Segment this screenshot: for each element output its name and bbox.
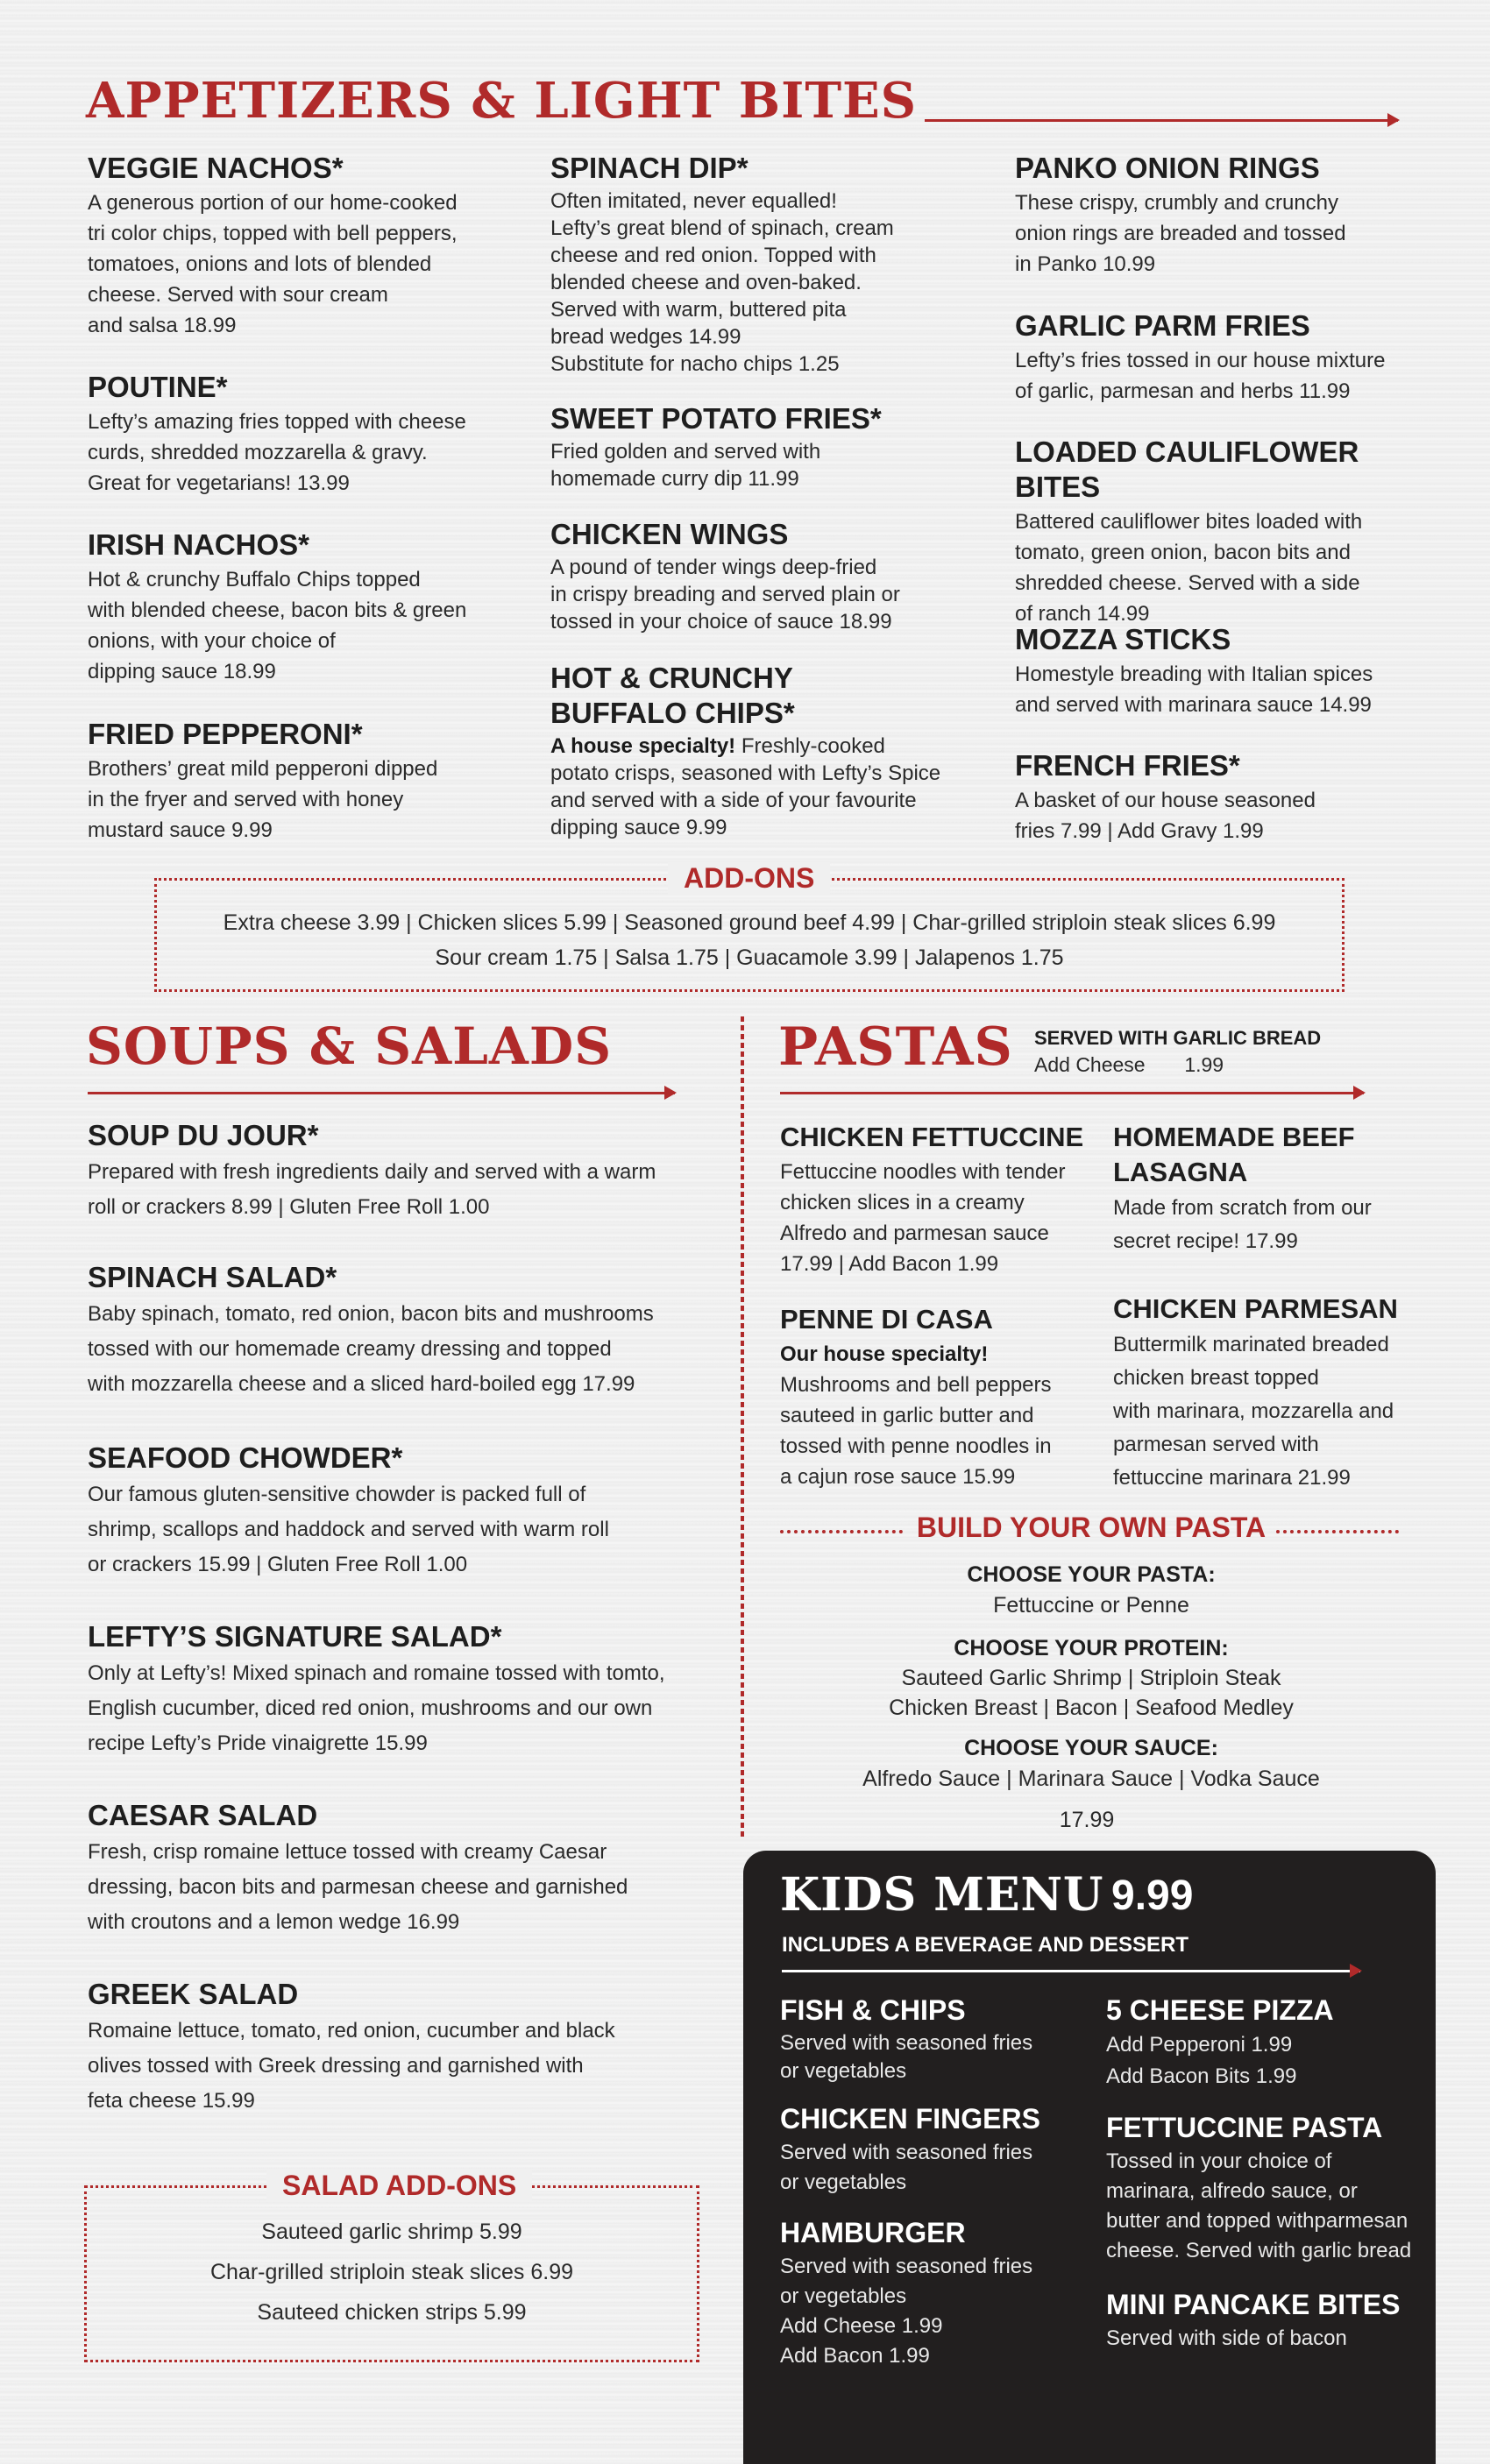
- addons-line: Sour cream 1.75 | Salsa 1.75 | Guacamole 3.99 | Jalapenos 1.75: [435, 945, 1064, 970]
- soups-title-arrow: [88, 1092, 675, 1094]
- item-name: FETTUCCINE PASTA: [1106, 2112, 1383, 2143]
- kids-title: KIDS MENU: [780, 1868, 1104, 1922]
- column-divider: [741, 1016, 744, 1840]
- item-desc: A generous portion of our home-cooked tri color chips, topped with bell peppers, tomatoes, onions and lots of blended cheese. Served with sour cream and salsa 18.99: [88, 191, 458, 337]
- menu-item: [550, 401, 954, 492]
- item-name: PANKO ONION RINGS: [1015, 152, 1320, 184]
- byo-sauce-options: Alfredo Sauce | Marinara Sauce | Vodka Sauce: [862, 1767, 1320, 1791]
- addons-box: [154, 878, 1345, 992]
- kids-price: 9.99: [1111, 1873, 1194, 1919]
- item-desc: Lefty’s amazing fries topped with cheese curds, shredded mozzarella & gravy. Great for vegetarians! 13.99: [88, 410, 466, 495]
- item-desc: Lefty’s fries tossed in our house mixture of garlic, parmesan and herbs 11.99: [1015, 349, 1386, 403]
- item-desc: Baby spinach, tomato, red onion, bacon bits and mushrooms tossed with our homemade creamy dressing and topped with mozzarella cheese and a sliced hard-boiled egg 17.99: [88, 1302, 654, 1396]
- item-desc: Add Pepperoni 1.99 Add Bacon Bits 1.99: [1106, 2033, 1297, 2088]
- item-name: IRISH NACHOS*: [88, 528, 310, 561]
- salad-addons-line: Char-grilled striploin steak slices 6.99: [209, 2260, 574, 2284]
- byo-protein-options: Chicken Breast | Bacon | Seafood Medley: [889, 1696, 1294, 1720]
- item-desc: Often imitated, never equalled! Lefty’s great blend of spinach, cream cheese and red onion. Topped with blended cheese and oven-baked. Served with warm, buttered pita bread wedges 14.99 Substitute for nacho chips 1.25: [550, 189, 894, 376]
- item-desc-text: Mushrooms and bell peppers sauteed in garlic butter and tossed with penne noodles in a cajun rose sauce 15.99: [780, 1373, 1052, 1489]
- item-name: LEFTY’S SIGNATURE SALAD*: [88, 1620, 502, 1653]
- item-lead: A house specialty!: [550, 734, 736, 758]
- item-desc: Fresh, crisp romaine lettuce tossed with creamy Caesar dressing, bacon bits and parmesan cheese and garnished with croutons and a lemon wedge 16.99: [88, 1840, 628, 1934]
- menu-item: [780, 2101, 1096, 2198]
- menu-item: [780, 2215, 1096, 2371]
- item-name: CHICKEN FETTUCCINE: [780, 1122, 1084, 1152]
- byo-protein-heading: CHOOSE YOUR PROTEIN:: [954, 1636, 1229, 1660]
- item-name: HOT & CRUNCHY BUFFALO CHIPS*: [550, 662, 795, 729]
- menu-item: [88, 1260, 719, 1402]
- item-desc: Fried golden and served with homemade curry dip 11.99: [550, 440, 821, 491]
- byo-pasta-options: Fettuccine or Penne: [993, 1593, 1189, 1618]
- menu-item: [780, 1302, 1104, 1492]
- item-desc: Homestyle breading with Italian spices and served with marinara sauce 14.99: [1015, 662, 1373, 717]
- item-desc: Prepared with fresh ingredients daily and served with a warm roll or crackers 8.99 | Gluten Free Roll 1.00: [88, 1160, 656, 1219]
- item-name: CAESAR SALAD: [88, 1799, 318, 1831]
- appetizers-title: APPETIZERS & LIGHT BITES: [86, 72, 918, 130]
- item-name: FRIED PEPPERONI*: [88, 718, 363, 750]
- item-name: LOADED CAULIFLOWER BITES: [1015, 435, 1359, 503]
- menu-item: [88, 717, 482, 846]
- addons-line: Extra cheese 3.99 | Chicken slices 5.99 | Seasoned ground beef 4.99 | Char-grilled striploin steak slices 6.99: [223, 910, 1276, 935]
- item-desc: A pound of tender wings deep-fried in crispy breading and served plain or tossed in your choice of sauce 18.99: [550, 556, 900, 634]
- item-desc-text: Freshly-cooked potato crisps, seasoned with Lefty’s Spice and served with a side of your favourite dipping sauce 9.99: [550, 734, 941, 839]
- menu-item: [1106, 2287, 1430, 2354]
- item-name: CHICKEN WINGS: [550, 518, 789, 550]
- item-desc: A basket of our house seasoned fries 7.99 | Add Gravy 1.99: [1015, 789, 1316, 843]
- salad-addons-line: Sauteed garlic shrimp 5.99: [261, 2220, 522, 2244]
- salad-addons-box: [84, 2185, 699, 2362]
- item-desc: [550, 733, 954, 841]
- menu-item: [1113, 1120, 1420, 1258]
- salad-addons-title: SALAD ADD-ONS: [266, 2170, 532, 2202]
- item-name: FISH & CHIPS: [780, 1994, 966, 2026]
- item-desc: Served with side of bacon: [1106, 2326, 1347, 2350]
- menu-item: [1015, 622, 1436, 720]
- menu-item: [88, 151, 482, 341]
- menu-item: [88, 1798, 719, 1940]
- item-name: GREEK SALAD: [88, 1978, 299, 2010]
- appetizers-title-arrow: [925, 119, 1398, 122]
- item-desc: Only at Lefty’s! Mixed spinach and romaine tossed with tomto, English cucumber, diced red onion, mushrooms and our own recipe Lefty’s Pride vinaigrette 15.99: [88, 1661, 665, 1755]
- kids-subtitle: INCLUDES A BEVERAGE AND DESSERT: [782, 1933, 1189, 1957]
- item-name: HAMBURGER: [780, 2217, 966, 2248]
- byo-protein-options: Sauteed Garlic Shrimp | Striploin Steak: [901, 1666, 1281, 1690]
- soups-title: SOUPS & SALADS: [86, 1016, 613, 1076]
- kids-menu-panel: [743, 1851, 1436, 2464]
- item-desc: Brothers’ great mild pepperoni dipped in the fryer and served with honey mustard sauce 9.99: [88, 757, 438, 842]
- pastas-note-garlic-bread: SERVED WITH GARLIC BREAD: [1034, 1027, 1322, 1049]
- byo-pasta-heading: CHOOSE YOUR PASTA:: [967, 1562, 1216, 1587]
- byo-title: BUILD YOUR OWN PASTA: [916, 1512, 1266, 1543]
- item-name: SWEET POTATO FRIES*: [550, 402, 882, 435]
- item-name: POUTINE*: [88, 371, 228, 403]
- item-desc: [780, 1339, 1104, 1492]
- item-name: SOUP DU JOUR*: [88, 1119, 319, 1151]
- menu-item: [780, 1120, 1104, 1279]
- item-name: MINI PANCAKE BITES: [1106, 2289, 1401, 2320]
- menu-item: [88, 527, 482, 687]
- menu-item: [1015, 748, 1436, 846]
- addons-title: ADD-ONS: [668, 862, 830, 895]
- menu-item: [88, 1977, 719, 2119]
- menu-item: [1113, 1292, 1429, 1495]
- item-desc: Buttermilk marinated breaded chicken breast topped with marinara, mozzarella and parmesan served with fettuccine marinara 21.99: [1113, 1333, 1394, 1490]
- item-desc: Battered cauliflower bites loaded with tomato, green onion, bacon bits and shredded cheese. Served with a side of ranch 14.99: [1015, 510, 1363, 626]
- menu-item: [1106, 2110, 1434, 2266]
- item-name: CHICKEN PARMESAN: [1113, 1293, 1398, 1324]
- menu-item: [780, 1993, 1096, 2085]
- menu-item: [1015, 151, 1418, 280]
- byo-price: 17.99: [1059, 1808, 1115, 1832]
- menu-item: [88, 1118, 719, 1225]
- menu-item: [550, 151, 954, 378]
- item-desc: Romaine lettuce, tomato, red onion, cucumber and black olives tossed with Greek dressing and garnished with feta cheese 15.99: [88, 2019, 615, 2113]
- item-desc: Served with seasoned fries or vegetables: [780, 2031, 1033, 2083]
- item-desc: Hot & crunchy Buffalo Chips topped with blended cheese, bacon bits & green onions, with your choice of dipping sauce 18.99: [88, 568, 467, 683]
- item-name: VEGGIE NACHOS*: [88, 152, 344, 184]
- menu-item: [550, 517, 954, 635]
- menu-item: [1106, 1993, 1430, 2092]
- menu-item: [88, 1441, 719, 1582]
- item-name: HOMEMADE BEEF LASAGNA: [1113, 1122, 1355, 1187]
- item-desc: Served with seasoned fries or vegetables Add Cheese 1.99 Add Bacon 1.99: [780, 2255, 1033, 2368]
- item-name: FRENCH FRIES*: [1015, 749, 1240, 782]
- item-desc: Fettuccine noodles with tender chicken slices in a creamy Alfredo and parmesan sauce 17.99 | Add Bacon 1.99: [780, 1160, 1066, 1276]
- item-lead: Our house specialty!: [780, 1342, 989, 1366]
- item-name: SPINACH DIP*: [550, 152, 749, 184]
- menu-item: [1015, 435, 1436, 629]
- item-name: SPINACH SALAD*: [88, 1261, 337, 1293]
- item-desc: These crispy, crumbly and crunchy onion rings are breaded and tossed in Panko 10.99: [1015, 191, 1346, 276]
- salad-addons-line: Sauteed chicken strips 5.99: [257, 2300, 527, 2325]
- menu-item: [88, 1619, 727, 1761]
- menu-item: [1015, 308, 1436, 407]
- item-name: SEAFOOD CHOWDER*: [88, 1441, 403, 1474]
- item-desc: Made from scratch from our secret recipe! 17.99: [1113, 1196, 1372, 1253]
- item-name: PENNE DI CASA: [780, 1304, 993, 1335]
- menu-item: [88, 370, 482, 499]
- pastas-title: PASTAS: [778, 1016, 1013, 1078]
- item-name: 5 CHEESE PIZZA: [1106, 1994, 1334, 2026]
- item-desc: Served with seasoned fries or vegetables: [780, 2141, 1033, 2194]
- item-desc: Tossed in your choice of marinara, alfredo sauce, or butter and topped withparmesan cheese. Served with garlic bread: [1106, 2149, 1412, 2262]
- menu-item: [550, 661, 954, 841]
- byo-sauce-heading: CHOOSE YOUR SAUCE:: [964, 1736, 1218, 1760]
- item-name: MOZZA STICKS: [1015, 623, 1231, 655]
- pastas-title-arrow: [780, 1092, 1364, 1094]
- item-name: GARLIC PARM FRIES: [1015, 309, 1310, 342]
- kids-title-arrow: [782, 1970, 1360, 1972]
- pastas-note-add-cheese: Add Cheese 1.99: [1034, 1053, 1224, 1076]
- item-desc: Our famous gluten-sensitive chowder is packed full of shrimp, scallops and haddock and served with warm roll or crackers 15.99 | Gluten Free Roll 1.00: [88, 1483, 609, 1576]
- item-name: CHICKEN FINGERS: [780, 2103, 1040, 2135]
